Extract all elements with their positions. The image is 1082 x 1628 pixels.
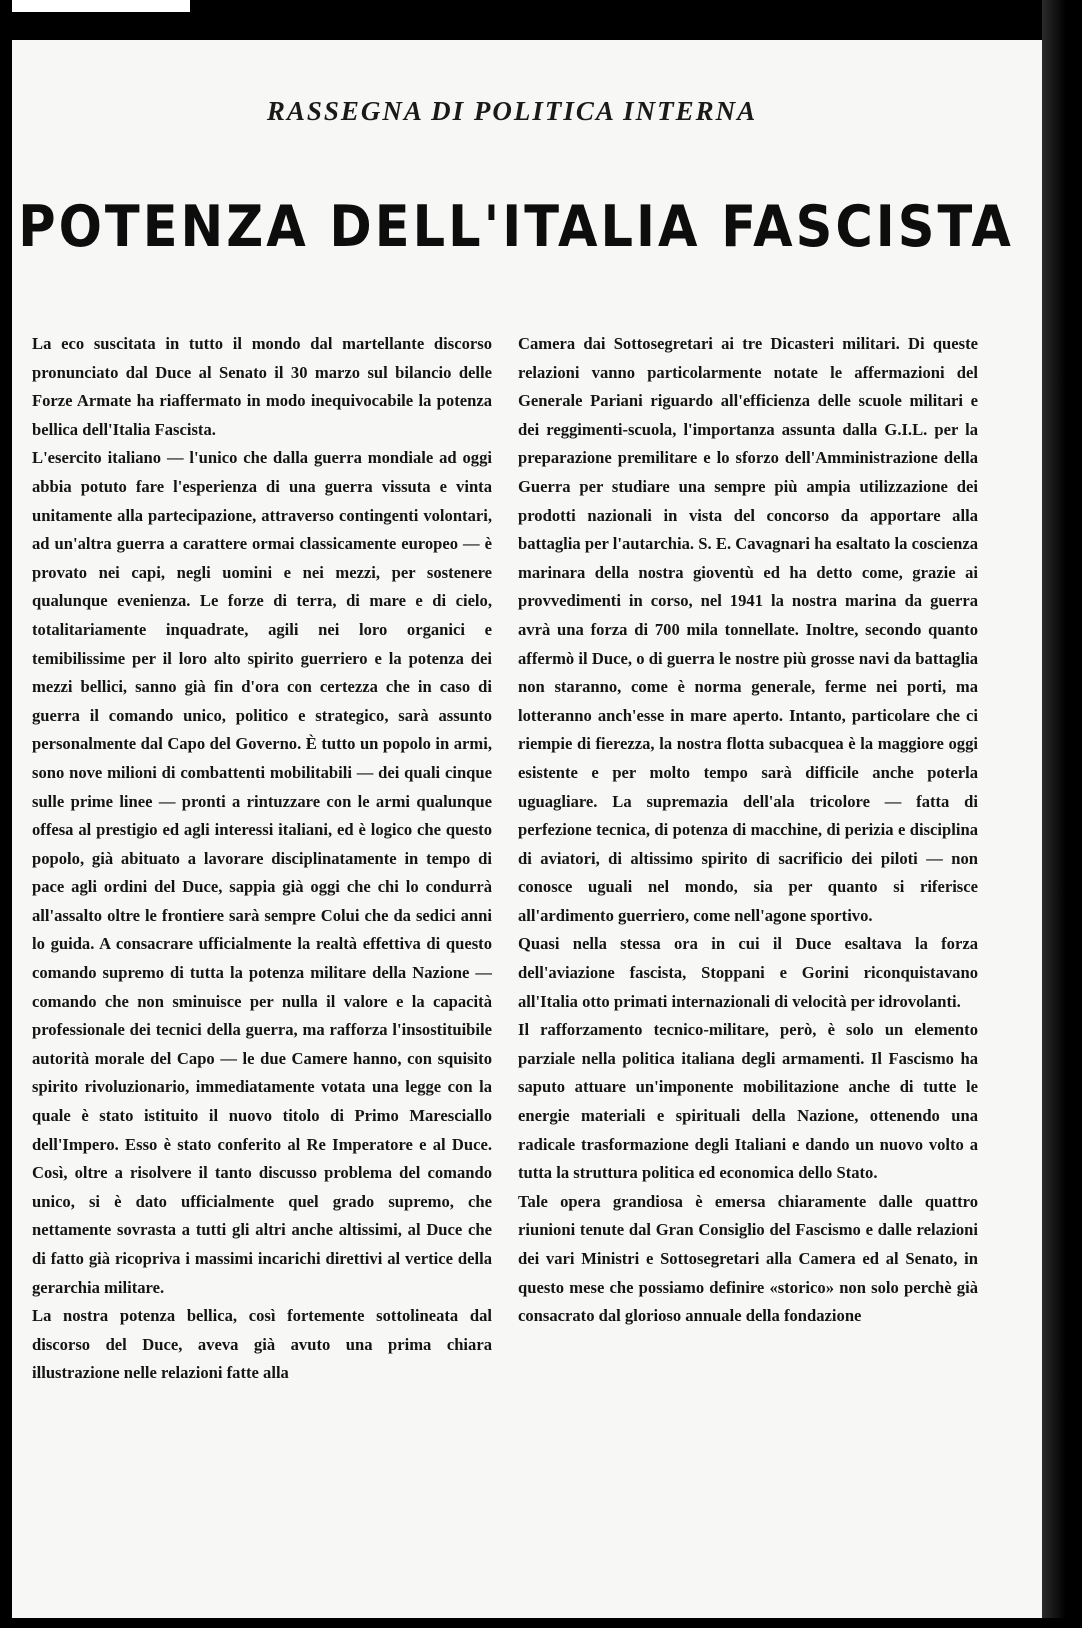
scan-border-left [0,0,12,1628]
paragraph: Tale opera grandiosa è emersa chiaramente dalle quattro riunioni tenute dal Gran Consiglio del Fascismo e dalle relazioni dei vari Ministri e Sottosegretari alla Camera ed al Senato, in questo mese che possiamo definire «storico» non solo perchè già consacrato dal glorioso annuale della fondazione [518,1191,978,1326]
scan-border-right [1042,0,1082,1628]
page [12,40,1042,1618]
paragraph: Il rafforzamento tecnico-militare, però, è solo un elemento parziale nella politica italiana degli armamenti. Il Fascismo ha saputo attuare un'imponente mobilitazione anche di tutte le energie materiali e spirituali della Nazione, ottenendo una radicale trasformazione degli Italiani e dando un nuovo volto a tutta la struttura politica ed economica dello Stato. [518,1020,978,1183]
paragraph: La eco suscitata in tutto il mondo dal martellante discorso pronunciato dal Duce al Senato il 30 marzo sul bilancio delle Forze Armate ha riaffermato in modo inequivocabile la potenza bellica dell'Italia Fascista. [32,334,492,439]
paragraph: La nostra potenza bellica, così fortemente sottolineata dal discorso del Duce, aveva già avuto una prima chiara illustrazione nelle relazioni fatte alla [32,1306,492,1383]
paragraph: L'esercito italiano — l'unico che dalla guerra mondiale ad oggi abbia potuto fare l'esperienza di una guerra vissuta e vinta unitamente alla partecipazione, attraverso contingenti volontari, ad un'altra guerra a carattere ormai classicamente europeo — è provato nei capi, negli uomini e nei mezzi, per sostenere qualunque evenienza. Le forze di terra, di mare e di cielo, totalitariamente inquadrate, agili nei loro organici e temibilissime per il loro alto spirito guerriero e la potenza dei mezzi bellici, sanno già fin d'ora con certezza che in caso di guerra il comando unico, politico e strategico, sarà assunto personalmente dal Capo del Governo. È tutto un popolo in armi, sono nove milioni di combattenti mobilitabili — dei quali cinque sulle prime linee — pronti a rintuzzare con le armi qualunque offesa al prestigio ed agli interessi italiani, ed è logico che questo popolo, già abituato a lavorare disciplinatamente in tempo di pace agli ordini del Duce, sappia già oggi che chi lo condurrà all'assalto oltre le frontiere sarà sempre Colui che da sedici anni lo guida. A consacrare ufficialmente la realtà effettiva di questo comando supremo di tutta la potenza militare della Nazione — comando che non sminuisce per nulla il valore e la capacità professionale dei tecnici della guerra, ma rafforza l'insostituibile autorità morale del Capo — le due Camere hanno, con squisito spirito rivoluzionario, immediatamente votata una legge con la quale è stato istituito il nuovo titolo di Primo Maresciallo dell'Impero. Esso è stato conferito al Re Imperatore e al Duce. Così, oltre a risolvere il tanto discusso problema del comando unico, si è dato ufficialmente quel grado supremo, che nettamente sovrasta a tutti gli altri anche altissimi, al Duce che di fatto già ricopriva i massimi incarichi direttivi al vertice della gerarchia militare. [32,448,492,1297]
scan-border-bottom [0,1618,1082,1628]
headline: POTENZA DELL'ITALIA FASCISTA [18,194,1014,261]
paragraph: Camera dai Sottosegretari ai tre Dicasteri militari. Di queste relazioni vanno particolarmente notate le affermazioni del Generale Pariani riguardo all'efficienza delle scuole militari e dei reggimenti-scuola, l'importanza assunta dalla G.I.L. per la preparazione premilitare e lo sforzo dell'Amministrazione della Guerra per studiare una sempre più ampia utilizzazione dei prodotti nazionali in vista del concorso da apportare alla battaglia per l'autarchia. S. E. Cavagnari ha esaltato la coscienza marinara della nostra gioventù ed ha detto come, grazie ai provvedimenti in corso, nel 1941 la nostra marina da guerra avrà una forza di 700 mila tonnellate. Inoltre, secondo quanto affermò il Duce, o di guerra le nostre più grosse navi da battaglia non staranno, come è norma generale, ferme nei porti, ma lotteranno anch'esse in mare aperto. Intanto, particolare che ci riempie di fierezza, la nostra flotta subacquea è la maggiore oggi esistente e per molto tempo sarà difficile anche poterla uguagliare. La supremazia dell'ala tricolore — fatta di perfezione tecnica, di potenza di macchine, di perizia e disciplina di aviatori, di altissimo spirito di sacrificio dei piloti — non conosce uguali nel mondo, sia per quanto si riferisce all'ardimento guerriero, come nell'agone sportivo. [518,334,978,925]
scan-border-top-gap [0,0,190,12]
article-column-right [518,330,978,1331]
article-column-left [32,330,492,1388]
section-title: RASSEGNA DI POLITICA INTERNA [266,96,758,126]
paragraph: Quasi nella stessa ora in cui il Duce esaltava la forza dell'aviazione fascista, Stoppani e Gorini riconquistavano all'Italia otto primati internazionali di velocità per idrovolanti. [518,934,978,1011]
